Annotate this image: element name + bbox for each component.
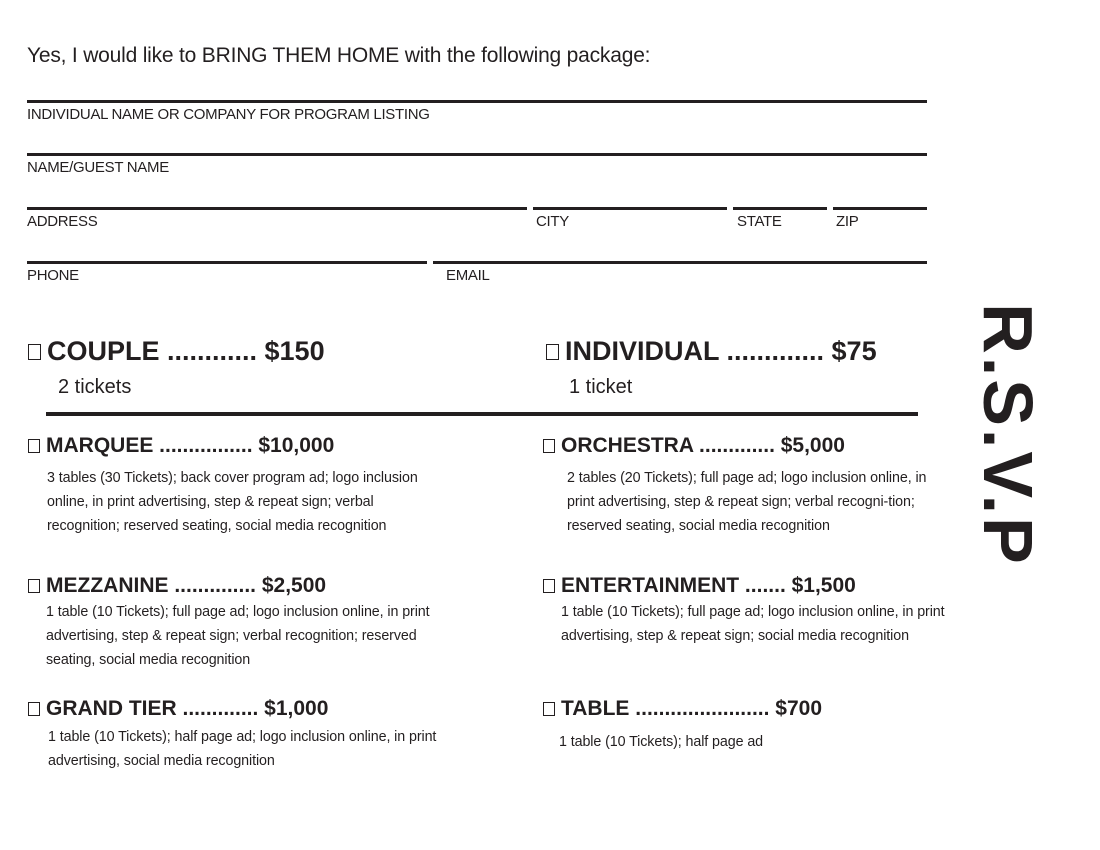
rsvp-text: R.S.V.P bbox=[969, 303, 1048, 567]
table-option[interactable] bbox=[543, 697, 822, 721]
mezzanine-title: MEZZANINE .............. $2,500 bbox=[46, 574, 327, 597]
state-line[interactable] bbox=[733, 207, 827, 210]
city-line[interactable] bbox=[533, 207, 727, 210]
table-title: TABLE ....................... $700 bbox=[561, 697, 823, 720]
orchestra-title: ORCHESTRA ............. $5,000 bbox=[561, 434, 845, 457]
state-label: STATE bbox=[737, 213, 782, 230]
rsvp-vertical-title bbox=[963, 300, 1053, 570]
mezzanine-option[interactable] bbox=[28, 574, 326, 598]
checkbox[interactable] bbox=[543, 439, 555, 453]
entertainment-description: 1 table (10 Tickets); full page ad; logo inclusion online, in print advertising, step & repeat sign; social media recognition bbox=[561, 604, 945, 644]
guest-name-label: NAME/GUEST NAME bbox=[27, 159, 169, 176]
checkbox[interactable] bbox=[546, 344, 559, 360]
grand-tier-option[interactable] bbox=[28, 697, 328, 721]
grand-tier-description: 1 table (10 Tickets); half page ad; logo inclusion online, in print advertising, social media recognition bbox=[48, 729, 437, 769]
checkbox[interactable] bbox=[28, 439, 40, 453]
email-line[interactable] bbox=[433, 261, 927, 264]
intro-text: Yes, I would like to BRING THEM HOME with the following package: bbox=[27, 44, 651, 67]
couple-subtitle: 2 tickets bbox=[58, 376, 132, 398]
address-line[interactable] bbox=[27, 207, 527, 210]
checkbox[interactable] bbox=[543, 702, 555, 716]
entertainment-option[interactable] bbox=[543, 574, 856, 598]
individual-option[interactable] bbox=[546, 336, 877, 367]
zip-label: ZIP bbox=[836, 213, 859, 230]
grand-tier-title: GRAND TIER ............. $1,000 bbox=[46, 697, 329, 720]
section-divider bbox=[46, 412, 918, 416]
checkbox[interactable] bbox=[28, 579, 40, 593]
individual-title: INDIVIDUAL ............. $75 bbox=[565, 336, 877, 366]
entertainment-title: ENTERTAINMENT ....... $1,500 bbox=[561, 574, 856, 597]
marquee-option[interactable] bbox=[28, 434, 334, 458]
phone-label: PHONE bbox=[27, 267, 79, 284]
phone-line[interactable] bbox=[27, 261, 427, 264]
zip-line[interactable] bbox=[833, 207, 927, 210]
program-listing-line[interactable] bbox=[27, 100, 927, 103]
couple-option[interactable] bbox=[28, 336, 325, 367]
address-label: ADDRESS bbox=[27, 213, 98, 230]
program-listing-label: INDIVIDUAL NAME OR COMPANY FOR PROGRAM LISTING bbox=[27, 106, 430, 123]
mezzanine-description: 1 table (10 Tickets); full page ad; logo inclusion online, in print advertising, step & repeat sign; verbal recognition; reserved seating, social media recognition bbox=[46, 604, 430, 668]
orchestra-option[interactable] bbox=[543, 434, 845, 458]
email-label: EMAIL bbox=[446, 267, 490, 284]
marquee-description: 3 tables (30 Tickets); back cover program ad; logo inclusion online, in print advertising, step & repeat sign; verbal recognition; reserved seating, social media recognition bbox=[47, 470, 418, 534]
marquee-title: MARQUEE ................ $10,000 bbox=[46, 434, 335, 457]
table-description: 1 table (10 Tickets); half page ad bbox=[559, 734, 764, 750]
guest-name-line[interactable] bbox=[27, 153, 927, 156]
couple-title: COUPLE ............ $150 bbox=[47, 336, 325, 366]
city-label: CITY bbox=[536, 213, 569, 230]
orchestra-description: 2 tables (20 Tickets); full page ad; logo inclusion online, in print advertising, step & repeat sign; verbal recogni-tion; reserved seating, social media recognition bbox=[567, 470, 927, 534]
checkbox[interactable] bbox=[28, 344, 41, 360]
checkbox[interactable] bbox=[28, 702, 40, 716]
individual-subtitle: 1 ticket bbox=[569, 376, 633, 398]
checkbox[interactable] bbox=[543, 579, 555, 593]
